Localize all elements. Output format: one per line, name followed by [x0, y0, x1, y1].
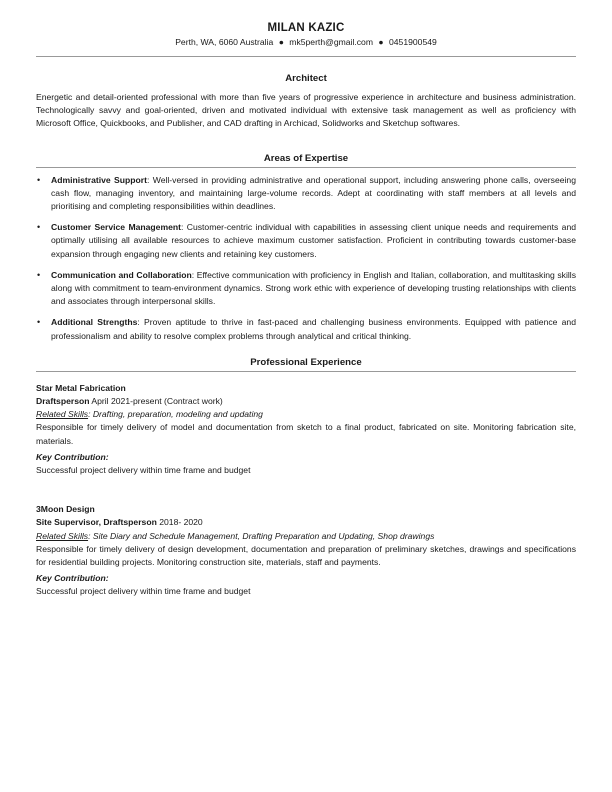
bullet-icon: •	[37, 317, 41, 328]
related-skills-text: : Drafting, preparation, modeling and updating	[88, 409, 263, 420]
contact-line	[36, 36, 576, 48]
job-role: Site Supervisor, Draftsperson	[36, 517, 157, 528]
key-contribution-label: Key Contribution:	[36, 451, 109, 462]
bullet-icon: •	[37, 222, 41, 233]
bullet-icon: •	[37, 174, 41, 185]
contact-email[interactable]: mk5perth@gmail.com	[289, 37, 373, 47]
related-skills	[36, 530, 576, 543]
experience-heading: Professional Experience	[36, 357, 576, 372]
expertise-label: Customer Service Management	[51, 222, 181, 233]
key-contribution-text: Successful project delivery within time frame and budget	[36, 465, 251, 476]
job-period: April 2021-present (Contract work)	[89, 396, 223, 407]
expertise-label: Administrative Support	[51, 174, 147, 185]
related-skills	[36, 408, 576, 421]
job-entry	[36, 382, 576, 477]
related-skills-text: : Site Diary and Schedule Management, Drafting Preparation and Updating, Shop drawings	[88, 530, 435, 541]
expertise-item	[36, 174, 576, 214]
expertise-text: : Well-versed in providing administrative and operational support, including answering phone calls, overseeing cash flow, managing inventory, and maintaining large-volume records. Adept at coordinating with staff members at all levels and prioritising and completing responsibilities within deadlines.	[51, 174, 576, 212]
key-contribution-text: Successful project delivery within time frame and budget	[36, 586, 251, 597]
job-company: 3Moon Design	[36, 504, 95, 515]
expertise-list	[36, 174, 576, 343]
job-spacer	[36, 477, 576, 503]
contact-location: Perth, WA, 6060 Australia	[175, 37, 274, 47]
job-period: 2018- 2020	[156, 517, 203, 528]
job-description: Responsible for timely delivery of model and documentation from sketch to a final product, fabricated on site. Monitoring fabrication site, materials.	[36, 422, 576, 446]
job-role-line	[36, 395, 576, 408]
professional-summary: Energetic and detail-oriented professional with more than five years of progressive experience in architecture and business administration. Technologically savvy and goal-oriented, driven and motivated individual with extensive task management as well as proficiency with Microsoft Office, Quickbooks, and Publisher, and CAD drafting in Archicad, Solidworks and Sketchup softwares.	[36, 92, 576, 129]
expertise-item	[36, 269, 576, 309]
separator-dot-icon: ●	[378, 37, 384, 47]
contact-phone: 0451900549	[388, 37, 437, 47]
header-divider	[36, 56, 576, 57]
expertise-heading: Areas of Expertise	[36, 153, 576, 168]
expertise-label: Additional Strengths	[51, 317, 138, 328]
expertise-item	[36, 221, 576, 261]
key-contribution-label: Key Contribution:	[36, 573, 109, 584]
expertise-text: : Effective communication with proficiency in English and Italian, collaboration, and multitasking skills along with commitment to team-environment dynamics. Strong work ethic with experience of developing trusting relationships with clients and associates through interpersonal skills.	[51, 269, 576, 307]
related-skills-label: Related Skills	[36, 409, 89, 420]
job-role: Draftsperson	[36, 396, 90, 407]
separator-dot-icon: ●	[278, 37, 284, 47]
expertise-text: : Customer-centric individual with capabilities in assessing client unique needs and requirements and optimally utilising all available resources to achieve maximum customer satisfaction. Proficient in contributing towards customer-base expansion through engaging new clients and retaining key customers.	[51, 222, 576, 259]
job-entry	[36, 503, 576, 598]
candidate-name: MILAN KAZIC	[267, 22, 345, 34]
related-skills-label: Related Skills	[36, 530, 89, 541]
bullet-icon: •	[37, 269, 41, 280]
job-company: Star Metal Fabrication	[36, 382, 126, 393]
expertise-label: Communication and Collaboration	[51, 269, 192, 280]
job-role-line	[36, 516, 576, 529]
expertise-item	[36, 316, 576, 342]
job-description: Responsible for timely delivery of design development, documentation and preparation of preliminary sketches, drawings and specifications for residential building projects. Monitoring construction site, materials, staff and payments.	[36, 543, 576, 568]
expertise-text: : Proven aptitude to thrive in fast-paced and challenging business environments. Equipped with patience and professionalism and ability to resolve complex problems through analytical and critical thinking.	[51, 317, 576, 341]
headline-title: Architect	[285, 73, 327, 84]
